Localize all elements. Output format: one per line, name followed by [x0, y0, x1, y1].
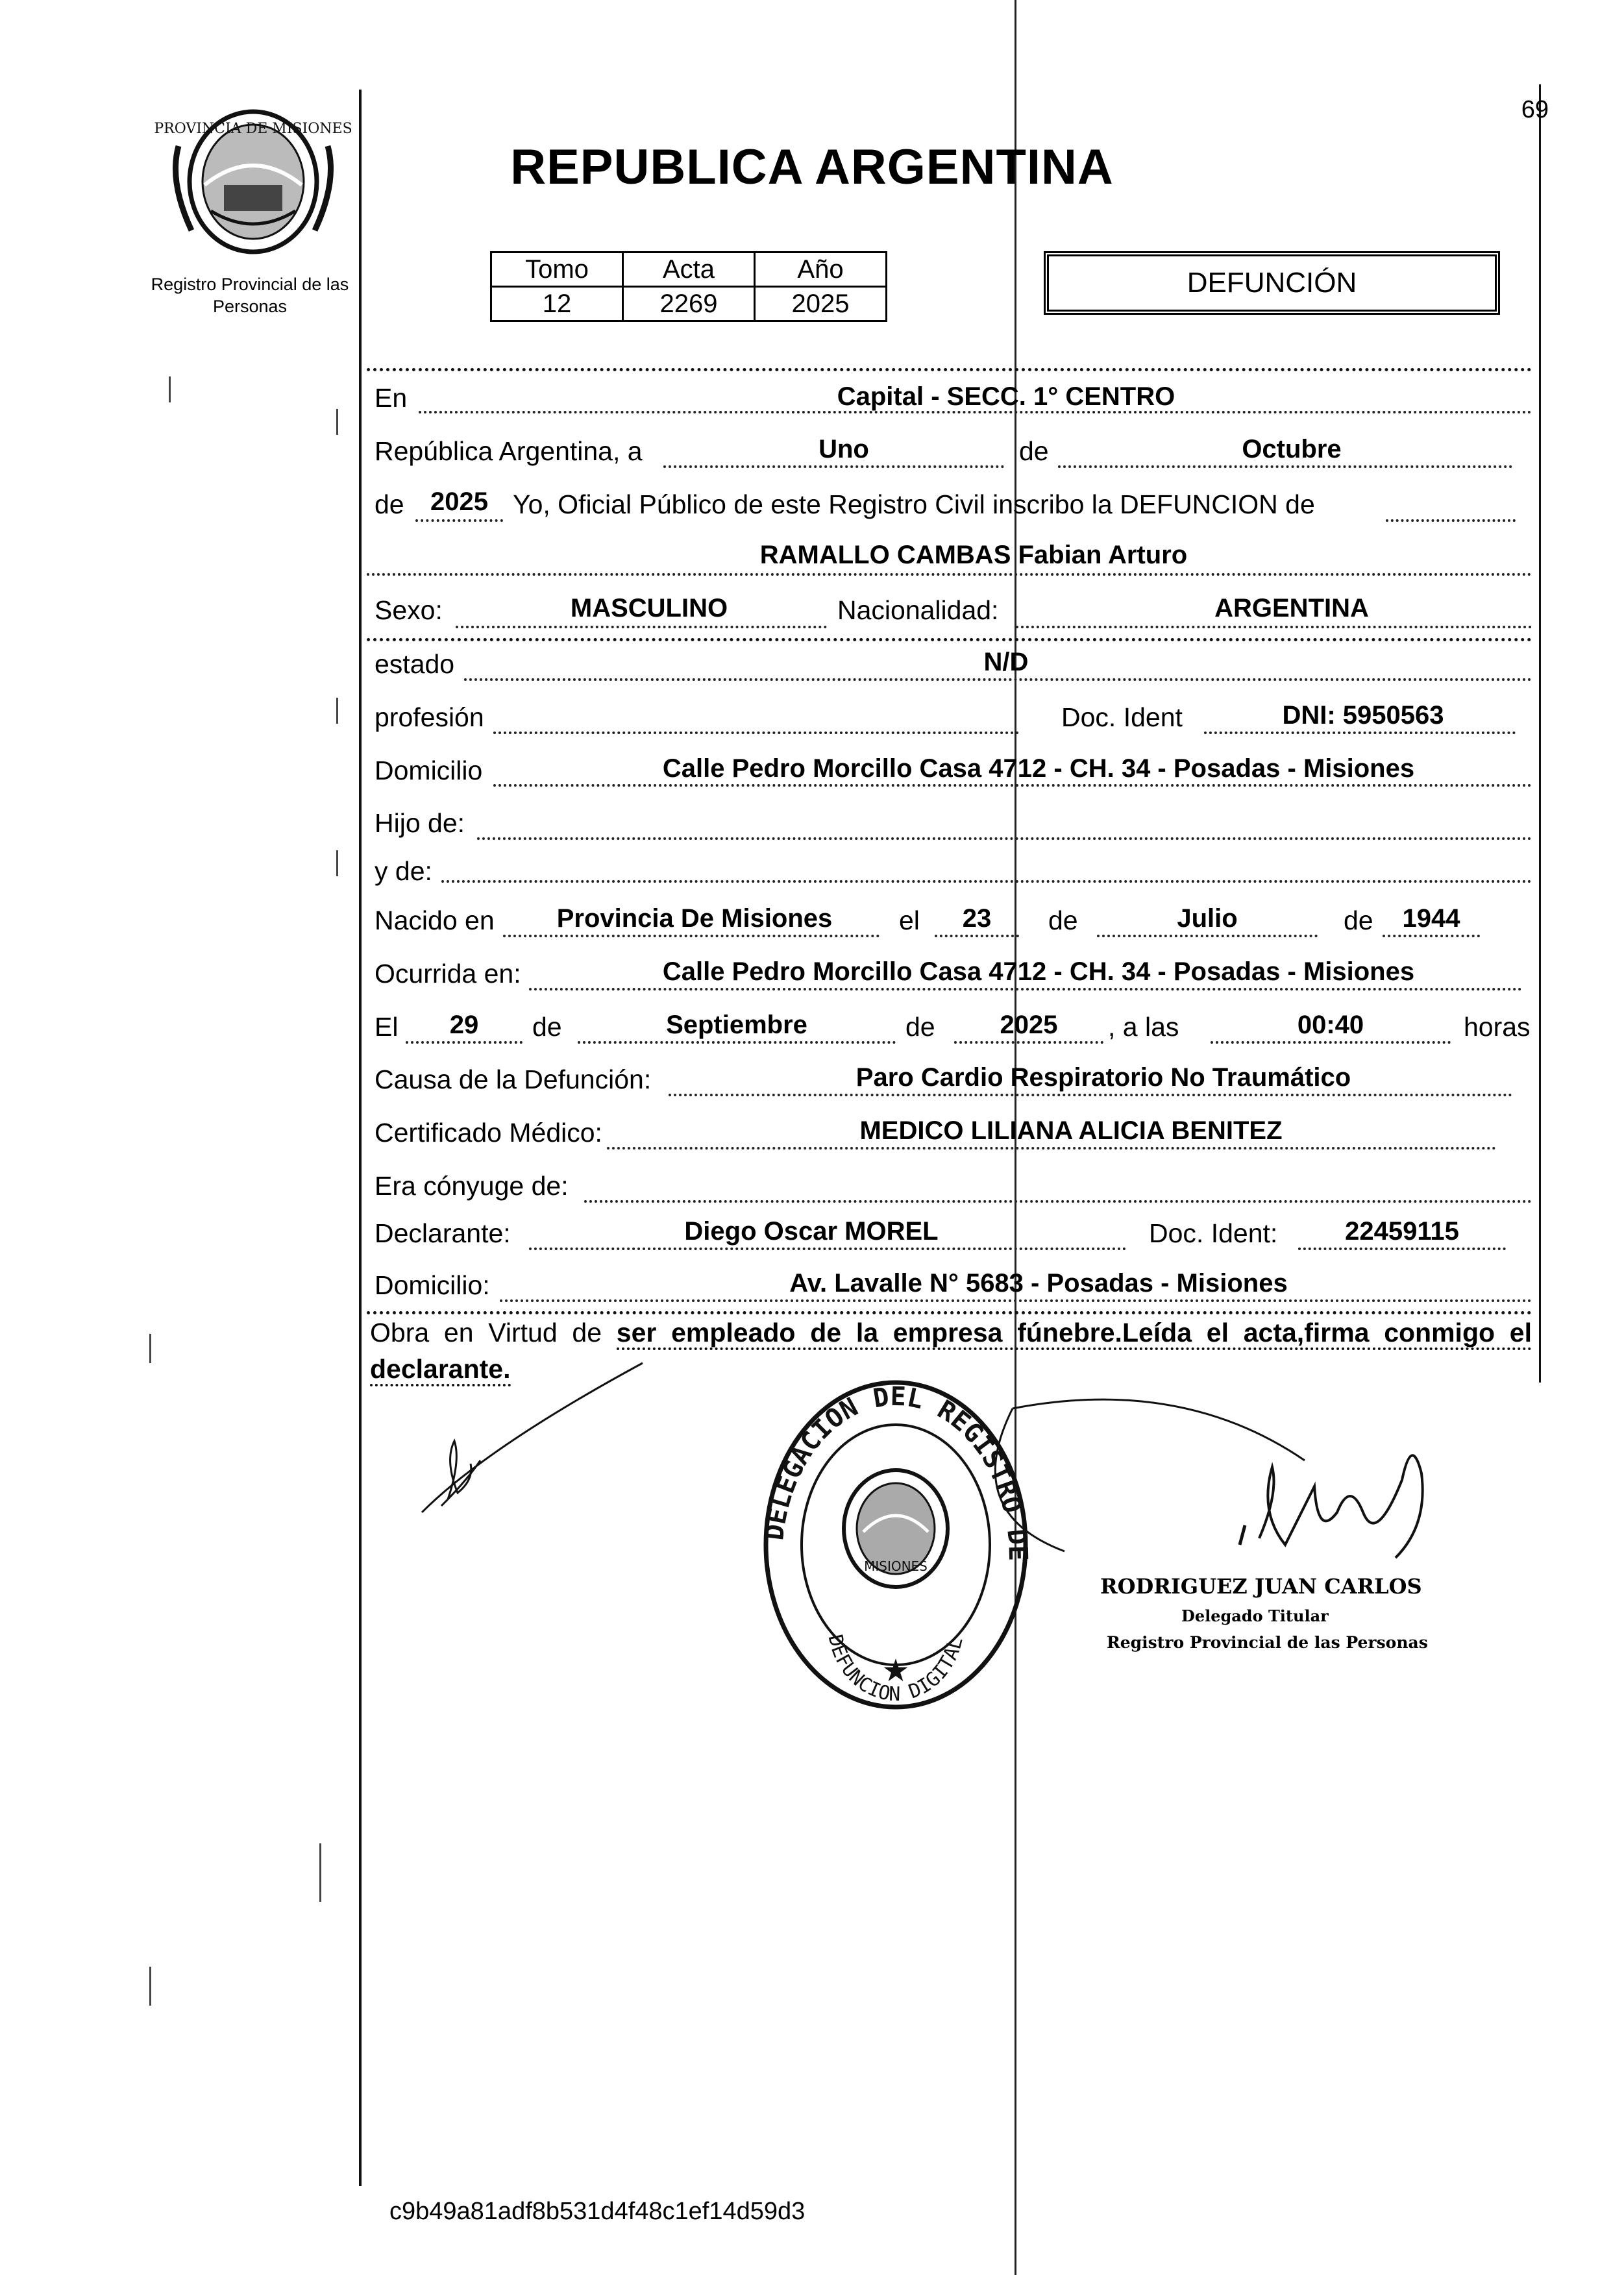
- inscribo-dots: [1386, 519, 1516, 522]
- dia-dots: [663, 465, 1004, 468]
- margin-mark: [149, 1334, 151, 1363]
- act-reference-table: [490, 251, 887, 322]
- nombre-dots: [367, 573, 1532, 576]
- causa-label: Causa de la Defunción:: [375, 1064, 652, 1094]
- a-las-label: , a las: [1108, 1012, 1179, 1042]
- sexo-value: MASCULINO: [570, 594, 728, 622]
- dia-value: Uno: [818, 435, 869, 463]
- domicilio-dots: [493, 784, 1532, 787]
- y-de-dots: [441, 880, 1532, 883]
- inscribo-text: Yo, Oficial Público de este Registro Civil inscribo la DEFUNCION de: [513, 489, 1315, 519]
- def-dia-dots: [406, 1041, 523, 1044]
- def-mes: Septiembre: [666, 1011, 807, 1039]
- margin-mark: [336, 409, 338, 435]
- nacido-anio: 1944: [1402, 904, 1460, 933]
- doc-ident-value: DNI: 5950563: [1282, 701, 1444, 730]
- profesion-dots: [493, 732, 1019, 734]
- registry-caption: Registro Provincial de las Personas: [151, 275, 349, 316]
- mes-value: Octubre: [1242, 435, 1342, 463]
- nacido-lugar: Provincia De Misiones: [556, 904, 833, 933]
- profesion-label: profesión: [375, 702, 484, 732]
- el-label: el: [899, 905, 920, 935]
- ref-value-anio: 2025: [755, 287, 887, 321]
- sexo-label: Sexo:: [375, 595, 443, 625]
- doc-ident-label: Doc. Ident: [1061, 702, 1183, 732]
- declarante-label: Declarante:: [375, 1218, 511, 1248]
- margin-mark: [319, 1843, 321, 1902]
- certificado-value: MEDICO LILIANA ALICIA BENITEZ: [859, 1116, 1283, 1145]
- nacionalidad-value: ARGENTINA: [1214, 594, 1369, 622]
- y-de-label: y de:: [375, 856, 432, 886]
- nacionalidad-label: Nacionalidad:: [837, 595, 999, 625]
- declarante-doc-dots: [1298, 1248, 1506, 1250]
- seal-outer-text: DELEGACIÓN DEL REGISTRO DE: [759, 1381, 1033, 1562]
- ocurrida-dots: [529, 988, 1522, 990]
- def-dia: 29: [449, 1011, 479, 1039]
- ref-header-acta: Acta: [623, 252, 755, 287]
- pais-label: República Argentina, a: [375, 436, 643, 466]
- seal-logo-lettering: PROVINCIA DE MISIONES: [154, 121, 352, 137]
- mes-dots: [1058, 465, 1512, 468]
- nacido-de2-label: de: [1344, 905, 1373, 935]
- nacido-de1-label: de: [1048, 905, 1078, 935]
- certificado-dots: [607, 1147, 1496, 1150]
- seal-inner-text: DEFUNCION DIGITAL: [823, 1632, 968, 1706]
- sexo-dots: [456, 626, 827, 628]
- row-rule: [367, 368, 1532, 371]
- seal-star-icon: ★: [881, 1654, 910, 1688]
- left-margin-line: [359, 90, 362, 2186]
- anio-value: 2025: [430, 487, 488, 516]
- margin-mark: [336, 850, 338, 876]
- row-rule: [367, 638, 1532, 641]
- declarante-value: Diego Oscar MOREL: [684, 1217, 939, 1246]
- conyuge-dots: [584, 1200, 1532, 1203]
- document-hash: c9b49a81adf8b531d4f48c1ef14d59d3: [389, 2198, 806, 2225]
- ref-header-anio: Año: [755, 252, 887, 287]
- domicilio-value: Calle Pedro Morcillo Casa 4712 - CH. 34 - Posadas - Misiones: [662, 754, 1415, 783]
- act-type-box: DEFUNCIÓN: [1047, 254, 1497, 312]
- nacido-mes: Julio: [1177, 904, 1238, 933]
- obra-label: Obra en Virtud de: [370, 1318, 602, 1347]
- declarante-doc-label: Doc. Ident:: [1149, 1218, 1278, 1248]
- nacido-label: Nacido en: [375, 905, 495, 935]
- certificado-label: Certificado Médico:: [375, 1118, 602, 1148]
- nacido-anio-dots: [1383, 935, 1480, 937]
- declarante-dom-label: Domicilio:: [375, 1270, 490, 1300]
- margin-mark: [336, 698, 338, 724]
- official-registry: Registro Provincial de las Personas: [1107, 1633, 1428, 1652]
- causa-value: Paro Cardio Respiratorio No Traumático: [855, 1063, 1351, 1092]
- estado-dots: [464, 678, 1532, 681]
- seal-center-text: MISIONES: [864, 1558, 928, 1574]
- nacionalidad-dots: [1016, 626, 1532, 628]
- de-label: de: [1019, 436, 1049, 466]
- margin-mark: [169, 376, 171, 402]
- nacido-mes-dots: [1097, 935, 1318, 937]
- en-value: Capital - SECC. 1° CENTRO: [837, 382, 1175, 411]
- fallecido-nombre: RAMALLO CAMBAS Fabian Arturo: [759, 541, 1188, 569]
- anio-dots: [415, 519, 503, 522]
- right-margin-line: [1539, 84, 1541, 1383]
- margin-mark: [149, 1967, 151, 2006]
- def-de2-label: de: [905, 1012, 935, 1042]
- hijo-label: Hijo de:: [375, 808, 465, 838]
- doc-ident-dots: [1204, 732, 1516, 734]
- nacido-lugar-dots: [503, 935, 880, 937]
- ref-value-tomo: 12: [491, 287, 623, 321]
- declarante-doc-value: 22459115: [1345, 1217, 1459, 1246]
- def-hora: 00:40: [1297, 1011, 1364, 1039]
- de-year-label: de: [375, 489, 404, 519]
- el2-label: El: [375, 1012, 399, 1042]
- estado-label: estado: [375, 649, 455, 679]
- en-dots: [419, 411, 1532, 413]
- def-mes-dots: [578, 1041, 896, 1044]
- obra-value: ser empleado de la empresa fúnebre.Leída el acta,firma conmigo el declarante.: [370, 1318, 1532, 1386]
- page-number: 69: [1521, 96, 1549, 123]
- def-anio-dots: [954, 1041, 1103, 1044]
- estado-value: N/D: [983, 648, 1029, 676]
- causa-dots: [669, 1094, 1512, 1096]
- def-de1-label: de: [532, 1012, 562, 1042]
- ocurrida-label: Ocurrida en:: [375, 959, 521, 989]
- declarant-signature: [409, 1350, 669, 1525]
- declarante-dots: [529, 1248, 1126, 1250]
- declarante-dom-value: Av. Lavalle N° 5683 - Posadas - Misiones: [789, 1269, 1288, 1297]
- ref-header-tomo: Tomo: [491, 252, 623, 287]
- en-label: En: [375, 383, 408, 413]
- ocurrida-value: Calle Pedro Morcillo Casa 4712 - CH. 34 - Posadas - Misiones: [662, 957, 1415, 986]
- domicilio-label: Domicilio: [375, 756, 483, 785]
- horas-label: horas: [1464, 1012, 1531, 1042]
- ref-value-acta: 2269: [623, 287, 755, 321]
- page-title: REPUBLICA ARGENTINA: [510, 140, 1114, 195]
- hijo-dots: [477, 837, 1532, 840]
- official-name: RODRIGUEZ JUAN CARLOS: [1100, 1574, 1422, 1599]
- declarante-dom-dots: [500, 1299, 1532, 1302]
- nacido-dia-dots: [935, 935, 1019, 937]
- nacido-dia: 23: [962, 904, 992, 933]
- def-hora-dots: [1211, 1041, 1451, 1044]
- conyuge-label: Era cónyuge de:: [375, 1171, 569, 1201]
- def-anio: 2025: [1000, 1011, 1058, 1039]
- official-title: Delegado Titular: [1181, 1606, 1329, 1625]
